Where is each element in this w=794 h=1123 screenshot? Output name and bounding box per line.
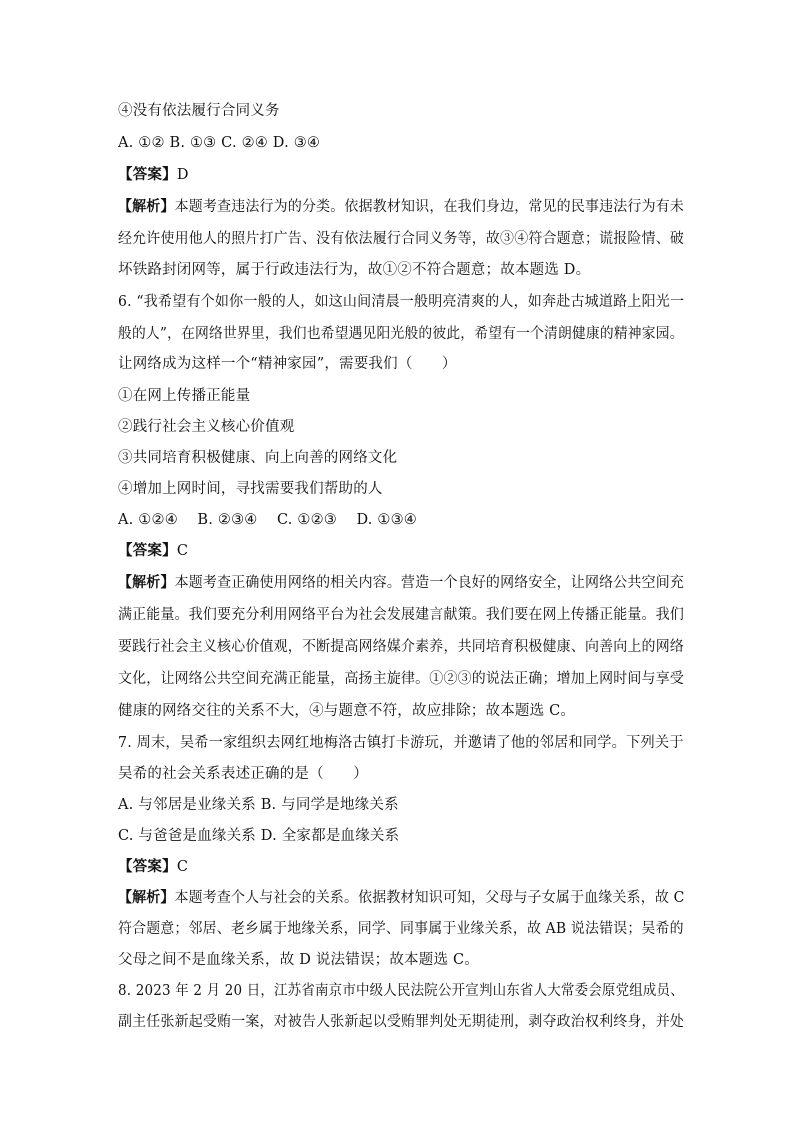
q5-choices: A. ①② B. ①③ C. ②④ D. ③④ [118,135,321,151]
q5-option-4: ④没有依法履行合同义务 [118,103,280,119]
q7-choices-line-1: A. 与邻居是业缘关系 B. 与同学是地缘关系 [118,797,399,813]
answer-value: C [176,543,189,559]
answer-value: C [176,859,189,875]
q6-analysis-line-4: 文化，让网络公共空间充满正能量，高扬主旋律。①②③的说法正确；增加上网时间与享受 [118,671,685,687]
q6-option-2: ②践行社会主义核心价值观 [118,419,295,435]
q7-analysis-line-3: 父母之间不是血缘关系，故 D 说法错误；故本题选 C。 [118,952,479,968]
q7-analysis-line-2: 符合题意；邻居、老乡属于地缘关系，同学、同事属于业缘关系，故 AB 说法错误；吴希的 [118,921,684,937]
q6-stem-line-2: 般的人”，在网络世界里，我们也希望遇见阳光般的彼此，希望有一个清朗健康的精神家园。 [118,326,684,342]
answer-tag: 【答案】 [118,858,177,875]
q6-choices: A. ①②④ B. ②③④ C. ①②③ D. ①③④ [118,512,418,528]
analysis-tag: 【解析】 [118,198,175,215]
q6-analysis-line-3: 要践行社会主义核心价值观，不断提高网络媒介素养，共同培育积极健康、向善向上的网络 [118,639,685,655]
q6-stem-line-3: 让网络成为这样一个“精神家园”，需要我们（ ） [118,356,457,372]
q7-answer [118,857,188,877]
q7-stem-line-2: 吴希的社会关系表述正确的是（ ） [118,766,368,782]
analysis-tag: 【解析】 [118,889,175,906]
q5-analysis-line-3: 坏铁路封闭网等，属于行政违法行为，故①②不符合题意；故本题选 D。 [118,262,591,278]
q5-answer [118,165,189,185]
q6-analysis-line-2: 满正能量。我们要充分利用网络平台为社会发展建言献策。我们要在网上传播正能量。我们 [118,607,685,623]
q6-analysis-line-1 [118,573,684,593]
q6-option-1: ①在网上传播正能量 [118,388,251,404]
q8-stem-line-2: 副主任张新起受贿一案，对被告人张新起以受贿罪判处无期徒刑，剥夺政治权利终身，并处 [118,1014,685,1030]
q7-analysis-line-1 [118,888,684,908]
q5-analysis-line-2: 经允许使用他人的照片打广告、没有依法履行合同义务等，故③④符合题意；谎报险情、破 [118,231,685,247]
answer-value: D [176,167,189,183]
analysis-text: 本题考查正确使用网络的相关内容。营造一个良好的网络安全，让网络公共空间充 [174,575,685,591]
q7-stem-line-1: 7. 周末，吴希一家组织去网红地梅洛古镇打卡游玩，并邀请了他的邻居和同学。下列关于 [118,735,684,751]
q7-choices-line-2: C. 与爸爸是血缘关系 D. 全家都是血缘关系 [118,828,400,844]
analysis-tag: 【解析】 [118,574,175,591]
q6-stem-line-1: 6. “我希望有个如你一般的人，如这山间清晨一般明亮清爽的人，如奔赴古城道路上阳光一 [118,294,685,310]
answer-tag: 【答案】 [118,542,177,559]
answer-tag: 【答案】 [118,166,177,183]
analysis-text: 本题考查个人与社会的关系。依据教材知识可知，父母与子女属于血缘关系，故 C [174,890,685,906]
q6-option-3: ③共同培育积极健康、向上向善的网络文化 [118,450,398,466]
q8-stem-line-1: 8. 2023 年 2 月 20 日，江苏省南京市中级人民法院公开宣判山东省人大常委会原党组成员、 [118,983,684,999]
q6-answer [118,541,188,561]
q5-analysis-line-1 [118,197,684,217]
q6-analysis-line-5: 健康的网络交往的关系不大，④与题意不符，故应排除；故本题选 C。 [118,703,576,719]
analysis-text: 本题考查违法行为的分类。依据教材知识，在我们身边，常见的民事违法行为有未 [174,199,685,215]
q6-option-4: ④增加上网时间，寻找需要我们帮助的人 [118,481,383,497]
